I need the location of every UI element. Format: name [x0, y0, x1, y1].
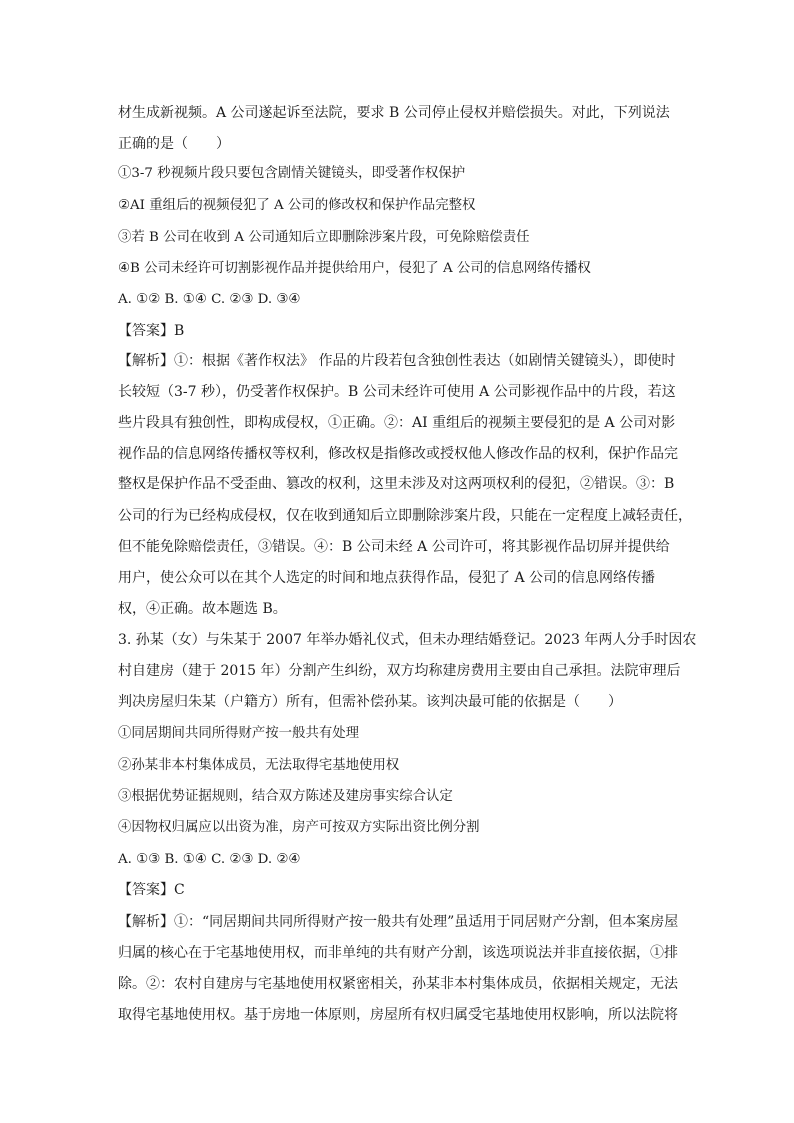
- q2-stem-line-1: 材生成新视频。A 公司遂起诉至法院，要求 B 公司停止侵权并赔偿损失。对此，下列说法: [118, 105, 670, 121]
- q3-option-2: ②孙某非本村集体成员，无法取得宅基地使用权: [118, 758, 400, 773]
- q2-analysis-line-6: 公司的行为已经构成侵权，仅在收到通知后立即删除涉案片段，只能在一定程度上减轻责任，: [118, 508, 692, 524]
- q3-choices: A. ①③ B. ①④ C. ②③ D. ②④: [118, 852, 301, 867]
- q3-analysis-line-4: 取得宅基地使用权。基于房地一体原则，房屋所有权归属受宅基地使用权影响，所以法院将: [118, 1007, 678, 1023]
- q2-choices: A. ①② B. ①④ C. ②③ D. ③④: [118, 292, 301, 307]
- q3-analysis-line-3: 除。②：农村自建房与宅基地使用权紧密相关，孙某非本村集体成员，依据相关规定，无法: [118, 976, 678, 992]
- q2-analysis-line-4: 视作品的信息网络传播权等权利，修改权是指修改或授权他人修改作品的权利，保护作品完: [118, 446, 678, 462]
- q2-analysis-line-7: 但不能免除赔偿责任，③错误。④：B 公司未经 A 公司许可，将其影视作品切屏并提供给: [118, 539, 670, 555]
- q3-option-1: ①同居期间共同所得财产按一般共有处理: [118, 726, 360, 741]
- q2-analysis-line-1: 【解析】①：根据《著作权法》 作品的片段若包含独创性表达（如剧情关键镜头），即使时: [118, 353, 676, 369]
- q2-stem-line-2: 正确的是（ ）: [118, 136, 230, 152]
- q2-analysis-line-2: 长较短（3-7 秒），仍受著作权保护。B 公司未经许可使用 A 公司影视作品中的片段，若这: [118, 384, 676, 400]
- q3-stem-line-1: 3. 孙某（女）与朱某于 2007 年举办婚礼仪式，但未办理结婚登记。2023 年两人分手时因农: [118, 632, 697, 648]
- q3-analysis-line-2: 归属的核心在于宅基地使用权，而非单纯的共有财产分割，该选项说法并非直接依据，①排: [118, 945, 678, 961]
- q3-answer: 【答案】C: [118, 882, 185, 898]
- q2-analysis-line-8: 用户，使公众可以在其个人选定的时间和地点获得作品，侵犯了 A 公司的信息网络传播: [118, 570, 656, 586]
- q2-option-3: ③若 B 公司在收到 A 公司通知后立即删除涉案片段，可免除赔偿责任: [118, 230, 530, 245]
- q3-option-3: ③根据优势证据规则，结合双方陈述及建房事实综合认定: [118, 789, 453, 804]
- q2-analysis-line-9: 权，④正确。故本题选 B。: [118, 601, 287, 617]
- q3-stem-line-2: 村自建房（建于 2015 年）分割产生纠纷，双方均称建房费用主要由自己承担。法院审理后: [118, 663, 681, 679]
- q2-option-1: ①3-7 秒视频片段只要包含剧情关键镜头，即受著作权保护: [118, 166, 466, 181]
- q2-option-4: ④B 公司未经许可切割影视作品并提供给用户，侵犯了 A 公司的信息网络传播权: [118, 261, 591, 276]
- q3-stem-line-3: 判决房屋归朱某（户籍方）所有，但需补偿孙某。该判决最可能的依据是（ ）: [118, 694, 622, 710]
- q2-answer: 【答案】B: [118, 323, 185, 339]
- q3-analysis-line-1: 【解析】①：“同居期间共同所得财产按一般共有处理”虽适用于同居财产分割，但本案房屋: [118, 914, 679, 930]
- q3-option-4: ④因物权归属应以出资为准，房产可按双方实际出资比例分割: [118, 820, 480, 835]
- q2-analysis-line-5: 整权是保护作品不受歪曲、篡改的权利，这里未涉及对这两项权利的侵犯，②错误。③：B: [118, 476, 675, 492]
- q2-analysis-line-3: 些片段具有独创性，即构成侵权，①正确。②：AI 重组后的视频主要侵犯的是 A 公司对影: [118, 415, 676, 431]
- q2-option-2: ②AI 重组后的视频侵犯了 A 公司的修改权和保护作品完整权: [118, 198, 476, 213]
